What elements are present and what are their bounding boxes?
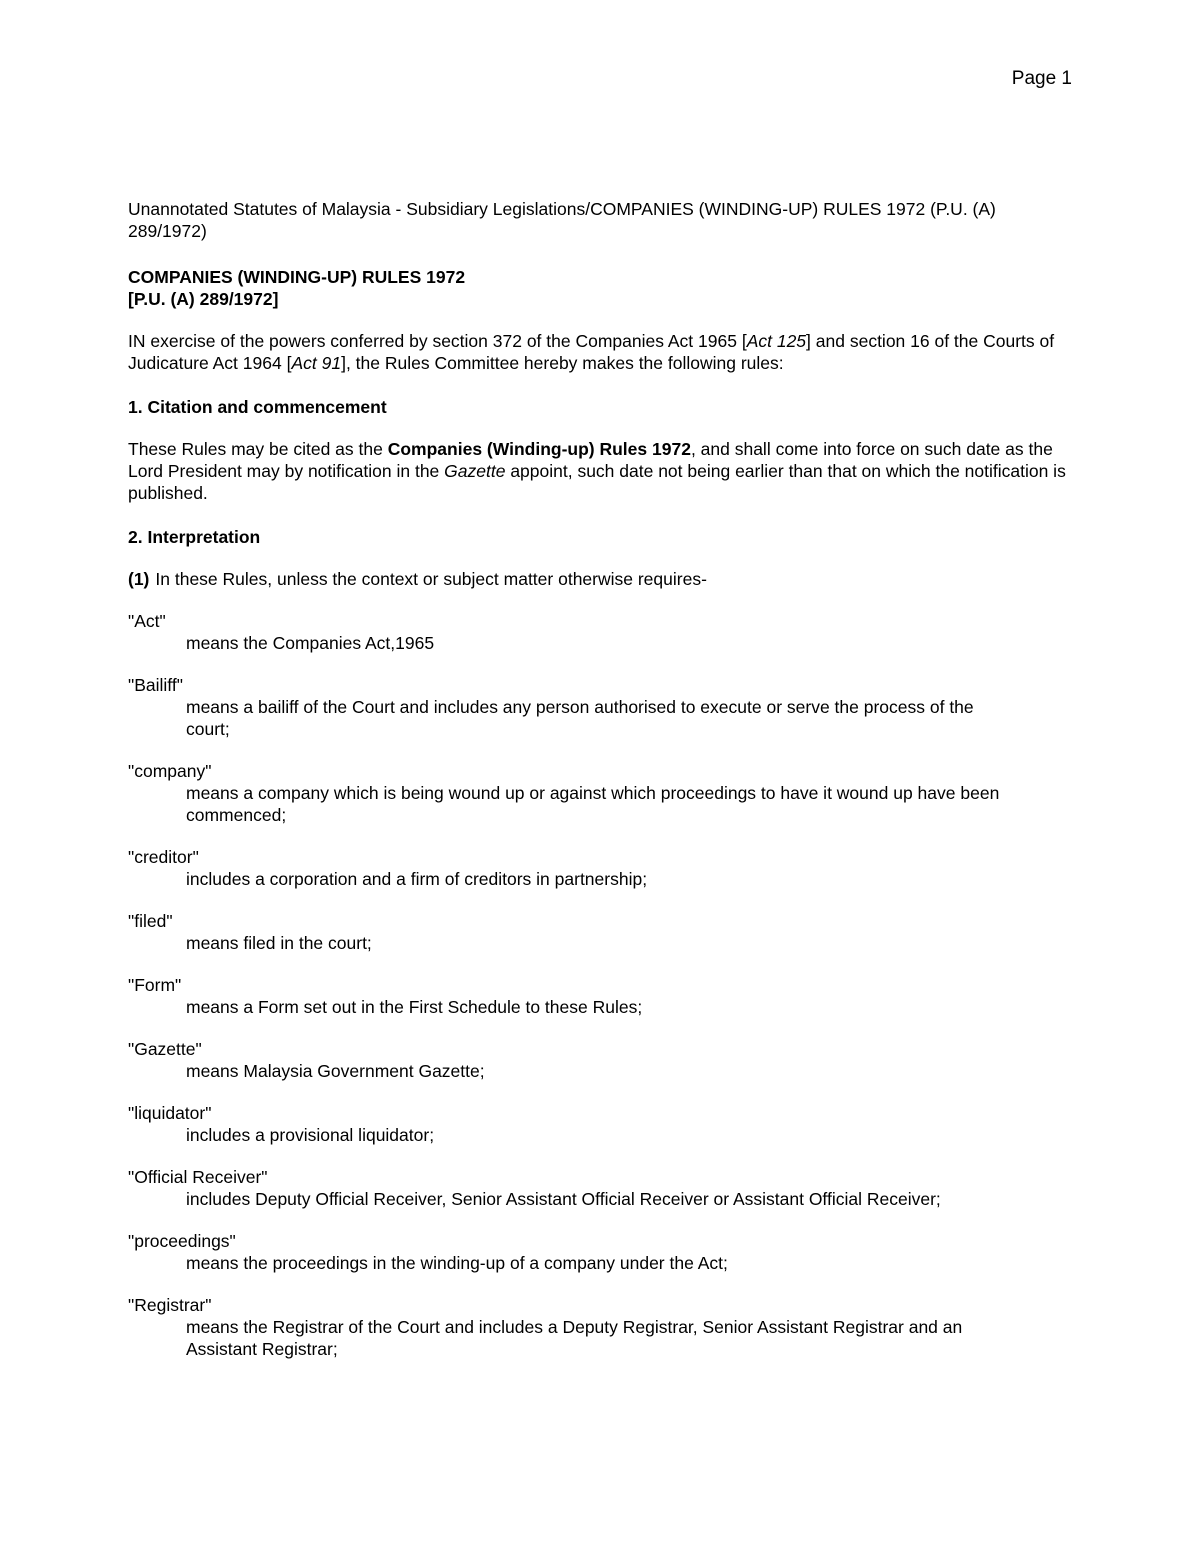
document-title bbox=[128, 266, 1078, 310]
definition-text: includes a provisional liquidator; bbox=[186, 1125, 435, 1145]
definition-item bbox=[128, 610, 1078, 654]
definition-term: "Bailiff" bbox=[128, 675, 183, 695]
definition-term: "Registrar" bbox=[128, 1295, 212, 1315]
clause-1 bbox=[128, 568, 1078, 590]
definition-term: "creditor" bbox=[128, 847, 199, 867]
section-2-heading: 2. Interpretation bbox=[128, 527, 261, 547]
definition-term: "liquidator" bbox=[128, 1103, 212, 1123]
clause-number: (1) bbox=[128, 569, 150, 589]
definition-item bbox=[128, 1166, 1078, 1210]
definition-term: "company" bbox=[128, 761, 212, 781]
definitions-list bbox=[128, 610, 1078, 1360]
definition-item bbox=[128, 1102, 1078, 1146]
definition-term: "filed" bbox=[128, 911, 173, 931]
definition-item bbox=[128, 974, 1078, 1018]
preamble-part-3: ], the Rules Committee hereby makes the following rules: bbox=[341, 353, 784, 373]
preamble-part-2: ] and section 16 of the Courts of Judicature Act 1964 [ bbox=[128, 331, 1055, 373]
title-line-2: [P.U. (A) 289/1972] bbox=[128, 289, 279, 309]
page-number: Page 1 bbox=[1011, 68, 1072, 89]
definition-item bbox=[128, 910, 1078, 954]
section-1-part-2: , and shall come into force on such date as the Lord President may by notification in the bbox=[128, 439, 1053, 481]
definition-text: means the Companies Act,1965 bbox=[186, 633, 435, 653]
definition-text: means the Registrar of the Court and includes a Deputy Registrar, Senior Assistant Registrar and an Assistant Registrar; bbox=[186, 1317, 963, 1359]
definition-text: means the proceedings in the winding-up of a company under the Act; bbox=[186, 1253, 728, 1273]
rules-name: Companies (Winding-up) Rules 1972 bbox=[387, 439, 691, 459]
preamble bbox=[128, 330, 1078, 374]
section-1-text bbox=[128, 438, 1078, 504]
definition-text: includes a corporation and a firm of creditors in partnership; bbox=[186, 869, 648, 889]
definition-term: "Gazette" bbox=[128, 1039, 202, 1059]
definition-term: "Act" bbox=[128, 611, 166, 631]
definition-item bbox=[128, 1230, 1078, 1274]
definition-item bbox=[128, 1038, 1078, 1082]
section-1-part-1: These Rules may be cited as the bbox=[128, 439, 388, 459]
definition-item bbox=[128, 760, 1078, 826]
source-line: Unannotated Statutes of Malaysia - Subsidiary Legislations/COMPANIES (WINDING-UP) RULES 1972 (P.U. (A) 289/1972) bbox=[128, 199, 996, 241]
definition-text: means a bailiff of the Court and includes any person authorised to execute or serve the process of the court; bbox=[186, 697, 974, 739]
definition-item bbox=[128, 1294, 1078, 1360]
act-91-ref: Act 91 bbox=[291, 353, 342, 373]
definition-text: means Malaysia Government Gazette; bbox=[186, 1061, 485, 1081]
definition-text: means a Form set out in the First Schedule to these Rules; bbox=[186, 997, 643, 1017]
section-1-part-3: appoint, such date not being earlier than that on which the notification is published. bbox=[128, 461, 1066, 503]
definition-text: means filed in the court; bbox=[186, 933, 372, 953]
definition-text: means a company which is being wound up or against which proceedings to have it wound up have been commenced; bbox=[186, 783, 1000, 825]
act-125-ref: Act 125 bbox=[746, 331, 807, 351]
preamble-part-1: IN exercise of the powers conferred by section 372 of the Companies Act 1965 [ bbox=[128, 331, 747, 351]
document-body bbox=[128, 198, 1078, 1380]
gazette-ref: Gazette bbox=[444, 461, 506, 481]
clause-text: In these Rules, unless the context or subject matter otherwise requires- bbox=[155, 569, 707, 589]
definition-item bbox=[128, 674, 1078, 740]
definition-item bbox=[128, 846, 1078, 890]
section-1-heading: 1. Citation and commencement bbox=[128, 397, 387, 417]
definition-term: "Form" bbox=[128, 975, 182, 995]
definition-term: "proceedings" bbox=[128, 1231, 236, 1251]
definition-term: "Official Receiver" bbox=[128, 1167, 268, 1187]
title-line-1: COMPANIES (WINDING-UP) RULES 1972 bbox=[128, 267, 466, 287]
definition-text: includes Deputy Official Receiver, Senior Assistant Official Receiver or Assistant Official Receiver; bbox=[186, 1189, 941, 1209]
